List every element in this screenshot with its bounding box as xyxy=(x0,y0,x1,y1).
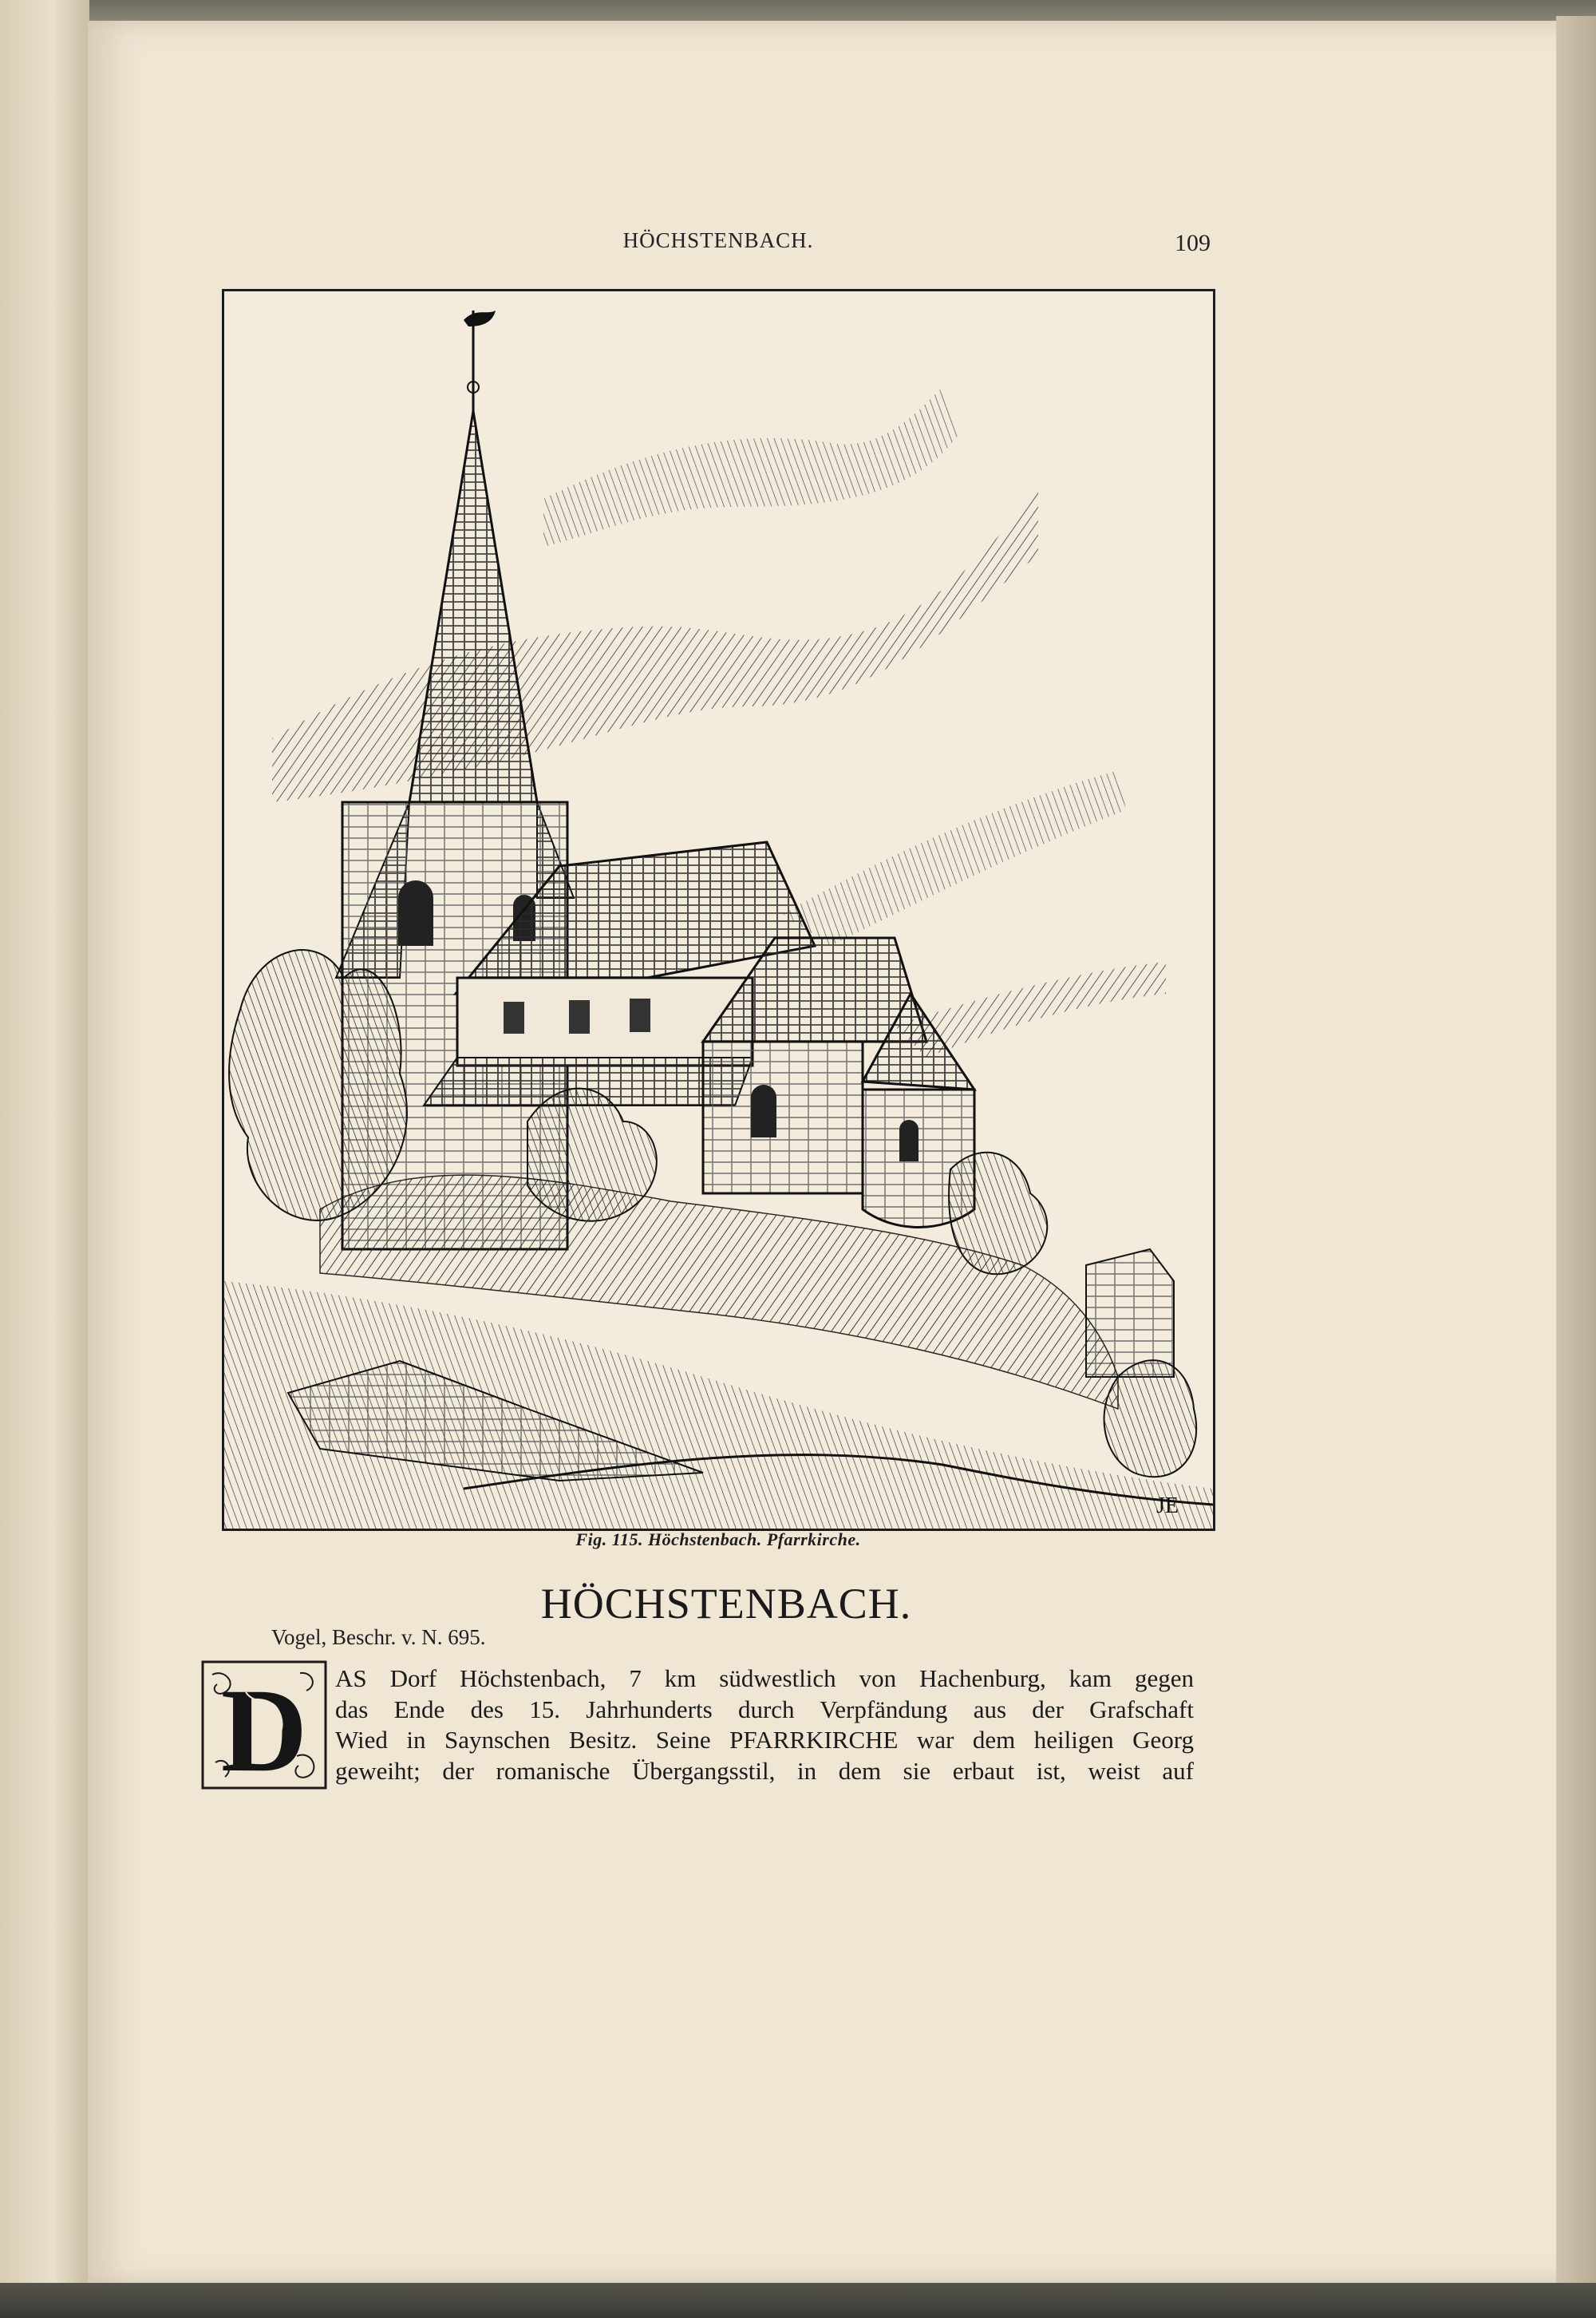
facing-page-edge xyxy=(0,0,89,2299)
body-paragraph xyxy=(335,1663,1194,1786)
running-head: HÖCHSTENBACH. xyxy=(622,228,814,252)
body-line: das Ende des 15. Jahrhunderts durch Verpfändung aus der Grafschaft xyxy=(335,1695,1194,1723)
figure-caption: Fig. 115. Höchstenbach. Pfarrkirche. xyxy=(575,1529,861,1549)
body-line: Wied in Saynschen Besitz. Seine PFARRKIRCHE war dem heiligen Georg xyxy=(335,1726,1194,1754)
section-title: HÖCHSTENBACH. xyxy=(540,1580,912,1628)
page-number: 109 xyxy=(1175,230,1211,256)
ornamental-drop-cap xyxy=(201,1660,327,1790)
body-line: AS Dorf Höchstenbach, 7 km südwestlich von Hachenburg, kam gegen xyxy=(335,1664,1194,1692)
illustrator-monogram: JE xyxy=(1156,1493,1179,1518)
binding-bottom-strip xyxy=(0,2283,1596,2318)
church-engraving xyxy=(224,291,1213,1529)
church-illustration xyxy=(222,289,1215,1531)
decorative-initial-d xyxy=(201,1660,327,1790)
body-line: geweiht; der romanische Übergangsstil, in dem sie erbaut ist, weist auf xyxy=(335,1756,1194,1785)
bibliographic-reference: Vogel, Beschr. v. N. 695. xyxy=(271,1625,486,1649)
page-edge-right xyxy=(1556,16,1596,2299)
drop-cap-letter: D xyxy=(220,1664,308,1790)
